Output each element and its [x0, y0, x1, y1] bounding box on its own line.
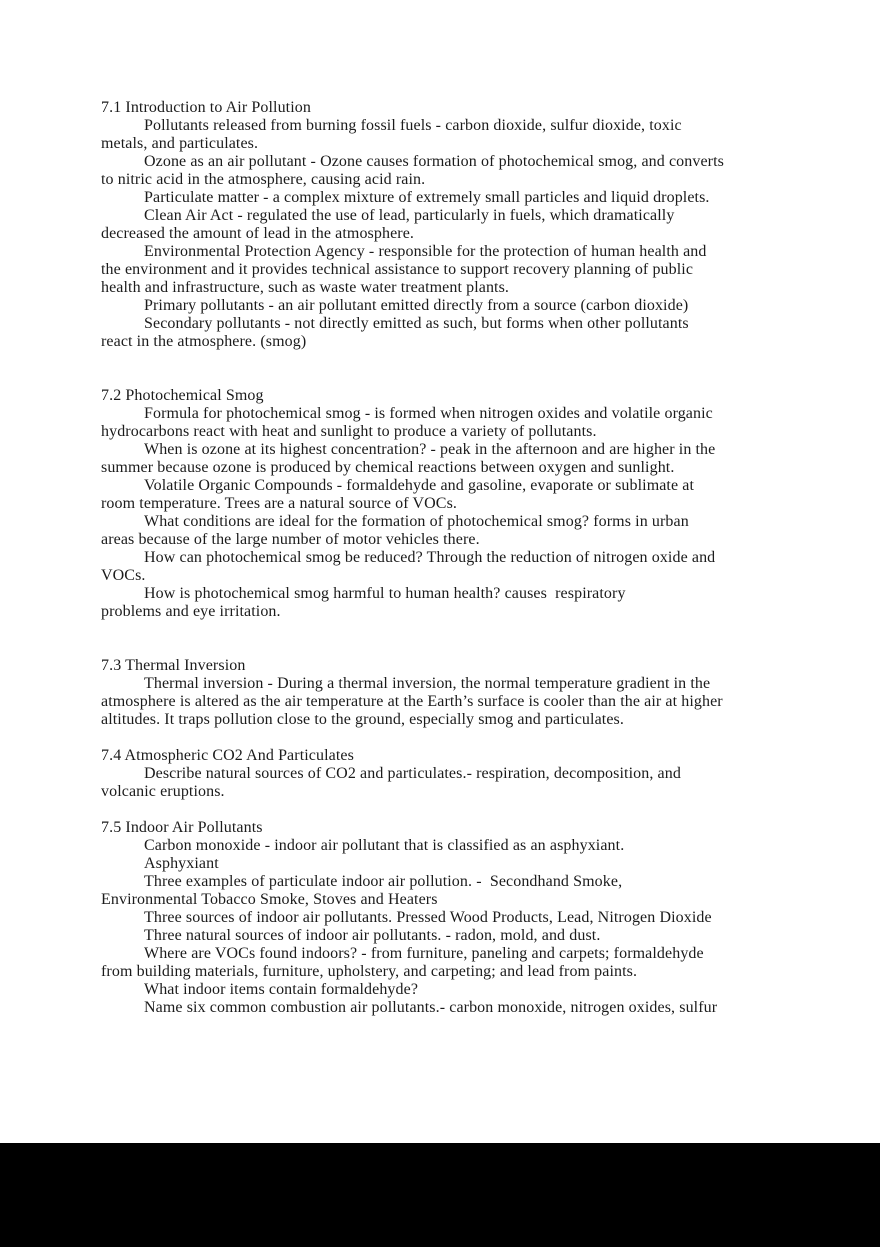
text-line: altitudes. It traps pollution close to the ground, especially smog and particulates. — [101, 711, 624, 728]
text-line: Asphyxiant — [144, 855, 219, 872]
text-line: How can photochemical smog be reduced? Through the reduction of nitrogen oxide and — [144, 549, 716, 566]
text-line: metals, and particulates. — [101, 135, 259, 152]
section-heading: 7.2 Photochemical Smog — [101, 387, 264, 404]
text-line: Describe natural sources of CO2 and particulates.- respiration, decomposition, and — [144, 765, 681, 782]
text-line: atmosphere is altered as the air temperature at the Earth’s surface is cooler than the air at higher — [101, 693, 723, 710]
text-line: Particulate matter - a complex mixture of extremely small particles and liquid droplets. — [144, 189, 710, 206]
section-heading: 7.1 Introduction to Air Pollution — [101, 99, 311, 116]
text-line: Secondary pollutants - not directly emitted as such, but forms when other pollutants — [144, 315, 689, 332]
section-heading: 7.5 Indoor Air Pollutants — [101, 819, 263, 836]
text-line: Volatile Organic Compounds - formaldehyde and gasoline, evaporate or sublimate at — [144, 477, 695, 494]
section-gap — [101, 729, 102, 747]
text-line: VOCs. — [101, 567, 146, 584]
section-heading: 7.4 Atmospheric CO2 And Particulates — [101, 747, 354, 764]
text-line: Three examples of particulate indoor air pollution. - Secondhand Smoke, — [144, 873, 623, 890]
text-line: Pollutants released from burning fossil fuels - carbon dioxide, sulfur dioxide, toxic — [144, 117, 682, 134]
text-line: Environmental Tobacco Smoke, Stoves and Heaters — [101, 891, 438, 908]
text-line: Primary pollutants - an air pollutant emitted directly from a source (carbon dioxide) — [144, 297, 689, 314]
text-line: problems and eye irritation. — [101, 603, 281, 620]
text-line: from building materials, furniture, upholstery, and carpeting; and lead from paints. — [101, 963, 638, 980]
text-line: Environmental Protection Agency - responsible for the protection of human health and — [144, 243, 707, 260]
text-line: Carbon monoxide - indoor air pollutant that is classified as an asphyxiant. — [144, 837, 625, 854]
text-line: Formula for photochemical smog - is formed when nitrogen oxides and volatile organic — [144, 405, 713, 422]
text-line: decreased the amount of lead in the atmosphere. — [101, 225, 415, 242]
text-line: health and infrastructure, such as waste water treatment plants. — [101, 279, 510, 296]
text-line: to nitric acid in the atmosphere, causing acid rain. — [101, 171, 426, 188]
section-gap — [101, 801, 102, 819]
text-line: the environment and it provides technical assistance to support recovery planning of public — [101, 261, 694, 278]
text-line: react in the atmosphere. (smog) — [101, 333, 307, 350]
text-line: summer because ozone is produced by chemical reactions between oxygen and sunlight. — [101, 459, 675, 476]
text-line: Three natural sources of indoor air pollutants. - radon, mold, and dust. — [144, 927, 601, 944]
text-line: Name six common combustion air pollutants.- carbon monoxide, nitrogen oxides, sulfur — [144, 999, 718, 1016]
text-line: areas because of the large number of motor vehicles there. — [101, 531, 480, 548]
viewer-bottom-bar — [0, 1143, 880, 1247]
text-line: hydrocarbons react with heat and sunlight to produce a variety of pollutants. — [101, 423, 597, 440]
text-line: room temperature. Trees are a natural source of VOCs. — [101, 495, 458, 512]
text-line: How is photochemical smog harmful to human health? causes respiratory — [144, 585, 626, 602]
section-heading: 7.3 Thermal Inversion — [101, 657, 246, 674]
text-line: When is ozone at its highest concentration? - peak in the afternoon and are higher in the — [144, 441, 716, 458]
section-gap — [101, 621, 102, 657]
text-line: Where are VOCs found indoors? - from furniture, paneling and carpets; formaldehyde — [144, 945, 704, 962]
text-line: Three sources of indoor air pollutants. Pressed Wood Products, Lead, Nitrogen Dioxide — [144, 909, 712, 926]
section-gap — [101, 351, 102, 387]
text-line: volcanic eruptions. — [101, 783, 225, 800]
text-line: Ozone as an air pollutant - Ozone causes formation of photochemical smog, and converts — [144, 153, 724, 170]
text-line: What indoor items contain formaldehyde? — [144, 981, 419, 998]
text-line: Thermal inversion - During a thermal inversion, the normal temperature gradient in the — [144, 675, 711, 692]
text-line: Clean Air Act - regulated the use of lead, particularly in fuels, which dramatically — [144, 207, 675, 224]
text-line: What conditions are ideal for the formation of photochemical smog? forms in urban — [144, 513, 689, 530]
